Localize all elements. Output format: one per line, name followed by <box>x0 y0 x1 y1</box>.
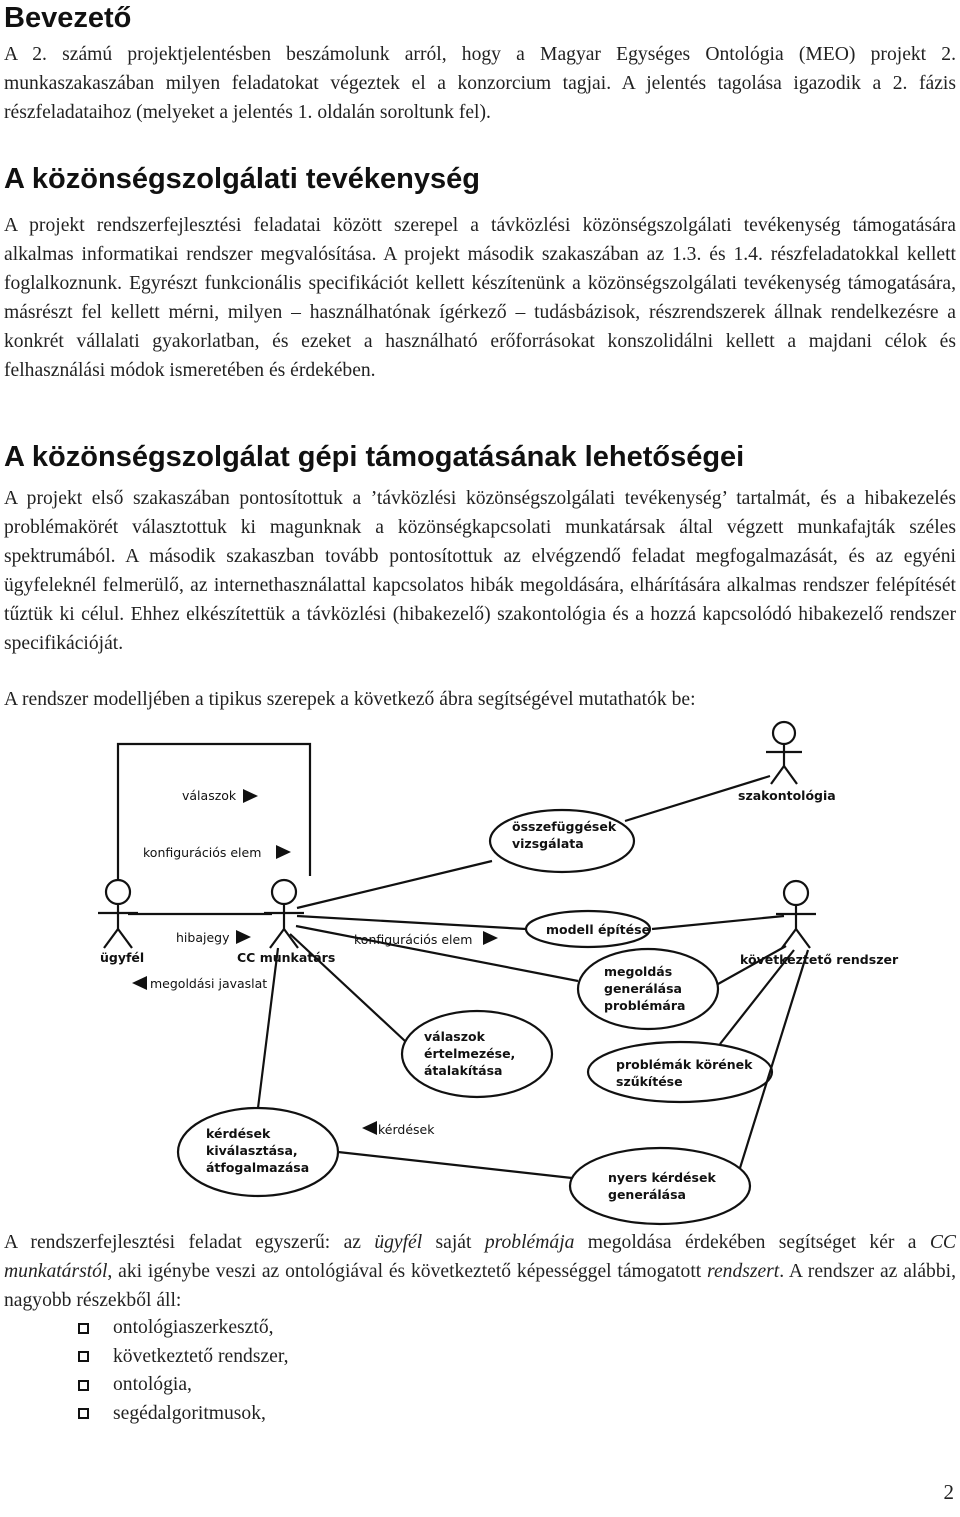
hibajegy-arrow-icon <box>236 930 251 944</box>
intro-paragraph: A 2. számú projektjelentésben beszámolunk arról, hogy a Magyar Egységes Ontológia (MEO) projekt 2. munkaszakaszában milyen feladatokat végeztek el a konzorcium tagjai. A jelentés tagolása igazodik a 2. fázis részfeladataihoz (melyeket a jelentés 1. oldalán soroltunk fel). <box>4 44 956 123</box>
message-hibajegy-label: hibajegy <box>176 930 230 945</box>
actor-szakontologia-figure <box>766 722 802 784</box>
heading-gepi-tamogatas: A közönségszolgálat gépi támogatásának lehetőségei <box>4 441 745 473</box>
heading-bevezeto: Bevezető <box>4 2 132 34</box>
usecase-problemak-label-2: szűkítése <box>616 1074 683 1089</box>
actor-kovetkezteto-figure <box>776 881 816 948</box>
usecase-osszefuggesek-label-1: összefüggések <box>512 819 617 834</box>
message-megoldasi-label: megoldási javaslat <box>150 976 268 991</box>
usecase-megoldas-label-1: megoldás <box>604 964 673 979</box>
checkbox-bullet-icon <box>78 1351 89 1362</box>
message-konfig1-label: konfigurációs elem <box>143 845 262 860</box>
message-valaszok-label: válaszok <box>182 788 237 803</box>
actor-ugyfel-label: ügyfél <box>100 950 145 965</box>
term-ugyfel: ügyfél <box>374 1232 423 1253</box>
konfig2-arrow-icon <box>483 931 498 945</box>
usecase-nyers-ellipse <box>570 1148 750 1224</box>
list-item: segédalgoritmusok, <box>78 1400 288 1429</box>
cc-osszefuggesek-connector <box>297 861 492 908</box>
usecase-nyers-label-2: generálása <box>608 1187 686 1202</box>
valaszok-arrow-icon <box>243 789 258 803</box>
term-rendszert: rendszert <box>707 1261 780 1282</box>
actor-szakontologia-label: szakontológia <box>738 788 836 803</box>
kerdesek-nyers-connector <box>338 1152 572 1178</box>
usecase-valaszok-label-1: válaszok <box>424 1029 485 1044</box>
usecase-valaszok-label-2: értelmezése, <box>424 1046 516 1061</box>
checkbox-bullet-icon <box>78 1323 89 1334</box>
actor-kovetkezteto-label: következtető rendszer <box>740 952 899 967</box>
megoldasi-arrow-icon <box>132 976 147 990</box>
usecase-problemak-ellipse <box>588 1042 772 1102</box>
heading-kozonsegszolgalati-tevekenyseg: A közönségszolgálati tevékenység <box>4 163 480 195</box>
usecase-nyers-label-1: nyers kérdések <box>608 1170 716 1185</box>
usecase-problemak-label-1: problémák körének <box>616 1057 753 1072</box>
usecase-modell-label: modell építése <box>546 922 651 937</box>
component-list <box>78 1314 288 1428</box>
page-number: 2 <box>943 1480 954 1504</box>
cc-modell-connector <box>297 916 526 929</box>
list-item: ontológiaszerkesztő, <box>78 1314 288 1343</box>
kerdesek-arrow-icon <box>362 1121 377 1135</box>
term-cc-munkatarstol: CC munkatárstól <box>4 1232 956 1282</box>
checkbox-bullet-icon <box>78 1408 89 1419</box>
modell-kovetkezteto-connector <box>652 916 784 929</box>
list-item: ontológia, <box>78 1371 288 1400</box>
message-kerdesek-label: kérdések <box>378 1122 435 1137</box>
support-paragraph: A projekt első szakaszában pontosítottuk a ’távközlési közönségszolgálati tevékenység’ tartalmát, és a hibakezelés problémakörét választottuk ki magunknak a közönségkapcsolati munkatársak által végzett munkafajták széles spektrumából. A második szakaszban tovább pontosítottuk az elvégzendő feladat megfogalmazását, és az egyéni ügyfeleknél felmerülő, az internethasználattal kapcsolatos hibák megoldására, elhárítására alkalmas rendszer felépítését tűztük ki célul. Ehhez elkészítettük a távközlési (hibakezelő) szakontológia és a hozzá kapcsolódó hibakezelő rendszer specifikációját. <box>4 488 956 654</box>
model-intro-paragraph: A rendszer modelljében a tipikus szerepek a következő ábra segítségével mutathatók be: <box>4 689 696 710</box>
usecase-kerdesek-label-1: kérdések <box>206 1126 271 1141</box>
konfig1-arrow-icon <box>276 845 291 859</box>
cc-kerdesek-connector <box>258 948 278 1108</box>
message-konfig2-label: konfigurációs elem <box>354 932 473 947</box>
usecase-megoldas-label-3: problémára <box>604 998 686 1013</box>
usecase-osszefuggesek-label-2: vizsgálata <box>512 836 584 851</box>
actor-cc-label: CC munkatárs <box>237 950 336 965</box>
usecase-kerdesek-label-2: kiválasztása, <box>206 1143 298 1158</box>
use-case-diagram <box>0 716 960 1232</box>
summary-paragraph: A rendszerfejlesztési feladat egyszerű: az ügyfél saját problémája megoldása érdekében segítséget kér a CC munkatárstól, aki igénybe veszi az ontológiával és következtető képességgel támogatott rendszert. A rendszer az alábbi, nagyobb részekből áll: <box>4 1232 956 1311</box>
checkbox-bullet-icon <box>78 1380 89 1391</box>
activity-paragraph: A projekt rendszerfejlesztési feladatai között szerepel a távközlési közönségszolgálati tevékenység támogatására alkalmas informatikai rendszer megvalósítása. A projekt második szakaszában az 1.3. és 1.4. részfeladatokkal kellett foglalkoznunk. Egyrészt funkcionális specifikációt kellett készítenünk a közönségszolgálati tevékenység támogatására, másrészt fel kellett mérni, milyen – használhatónak ígérkező – tudásbázisok, részrendszerek állnak rendelkezésre a konkrét vállalati gyakorlatban, és ezeket a használható erőforrásokat konszolidálni kellett a majdani célok és felhasználási módok ismeretében és érdekében. <box>4 215 956 381</box>
term-problemaja: problémája <box>484 1232 575 1253</box>
usecase-megoldas-label-2: generálása <box>604 981 682 996</box>
list-item: következtető rendszer, <box>78 1343 288 1372</box>
usecase-kerdesek-label-3: átfogalmazása <box>206 1160 310 1175</box>
usecase-valaszok-label-3: átalakítása <box>424 1063 503 1078</box>
